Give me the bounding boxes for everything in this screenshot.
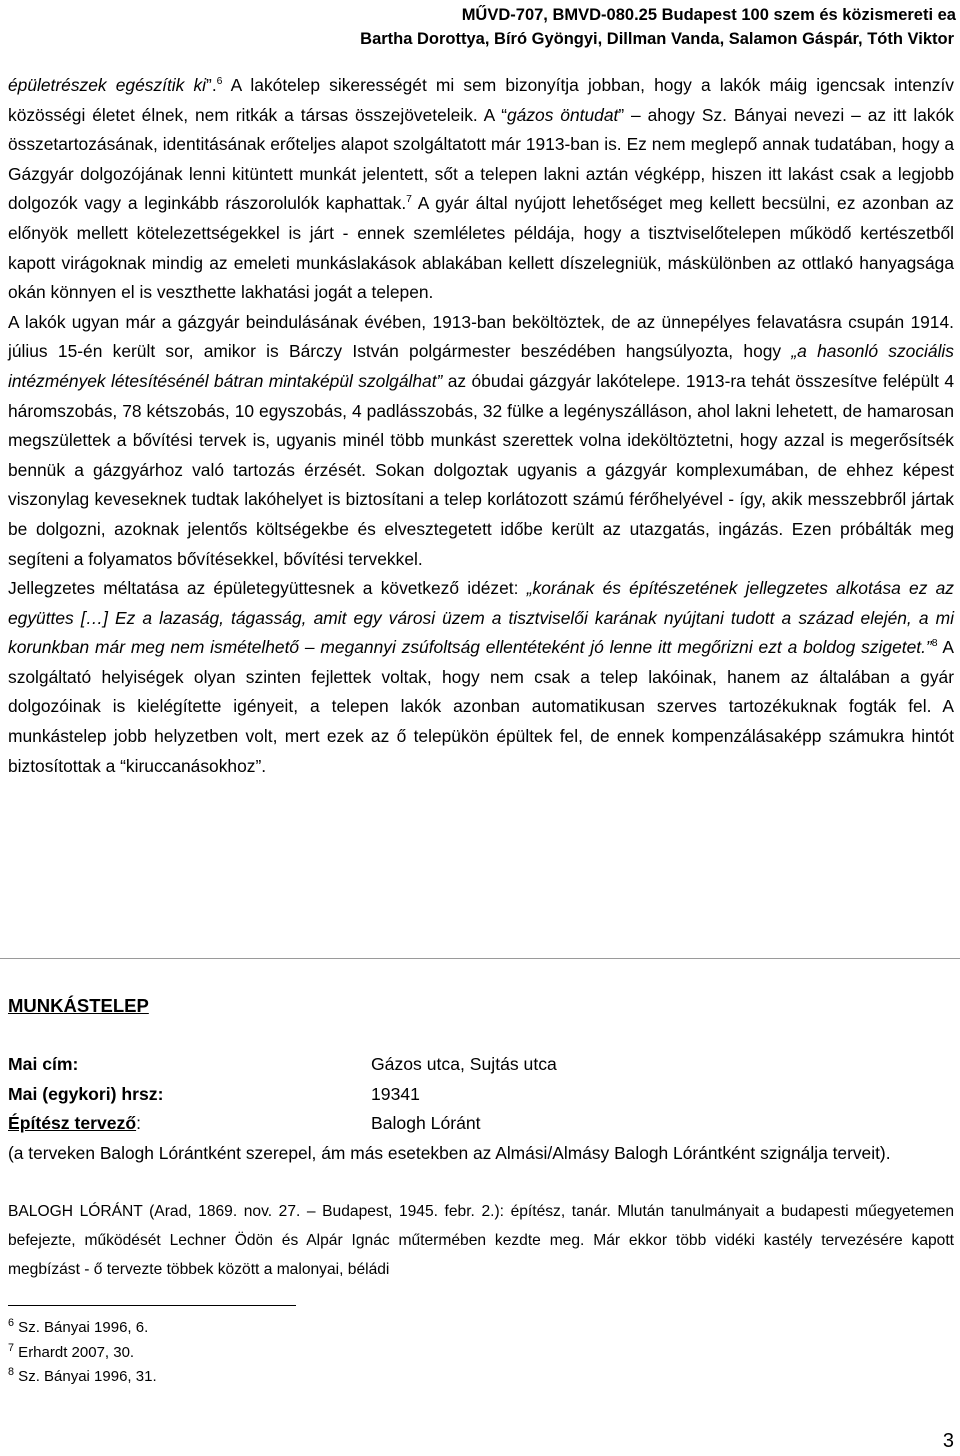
page-number: 3 xyxy=(942,1430,954,1452)
footnote-text: Sz. Bányai 1996, 6. xyxy=(14,1319,149,1336)
text-run: az óbudai gázgyár lakótelepe. 1913-ra tehát összesítve felépült 4 háromszobás, 78 kétszobás, 10 egyszobás, 4 padlásszobás, 32 fülke a legényszálláson, ahol lakni lehetett, de hamarosan megszülettek a bővítési tervek is, ugyanis minél több munkást szerettek volna ideköltöztetni, hogy azzal is megerősítsék bennük a gázgyárhoz való tartozás érzését. Sokan dolgoztak ugyanis a gázgyár komplexumában, de ehhez képest viszonylag keveseknek tudtak lakóhelyet is biztosítani a telep korlátozott számú férőhelyével - így, akik messzebbről jártak be dolgozni, azoknak jelentős költségekbe és elvesztegetett időbe került az utazgatás, ingázás. Ezen próbálták meg segíteni a folyamatos bővítésekkel, bővítési tervekkel. xyxy=(8,370,954,569)
text-run: A lakótelep sikerességét mi sem bizonyítja jobban, hogy a lakók máig igencsak intenzív közösségi életet élnek, nem ritkák a társas összejöveteleik. A “ xyxy=(8,75,954,125)
address-value: Gázos utca, Sujtás utca xyxy=(371,1054,557,1074)
building-details xyxy=(8,1050,954,1139)
footnote-number: 8 xyxy=(8,1366,15,1378)
text-run: A lakók ugyan már a gázgyár beindulásának évében, 1913-ban beköltöztek, de az ünnepélyes felavatásra csupán 1914. július 15-én került sor, amikor is Bárczy István polgármester beszédében hangsúlyozta, hogy xyxy=(8,311,954,362)
footnote-separator xyxy=(8,1305,296,1306)
footnote-number: 6 xyxy=(8,1317,15,1329)
architect-row xyxy=(8,1109,954,1139)
footnote-ref-7[interactable]: 7 xyxy=(406,194,412,206)
text-run: A gyár által nyújott lehetőséget meg kellett becsülni, ez azonban az előnyök mellett kötelezettségekkel is járt - ennek szemléletes példája, hogy a tisztviselőtelepen működő kertészetből kapott virágoknak mindig az emeleti munkáslakások ablakában kellett díszelegniük, máskülönben az ottlakó hanyagsága okán könnyen el is veszthette lakhatási jogát a telepen. xyxy=(8,193,954,303)
section-title: MUNKÁSTELEP xyxy=(8,995,149,1016)
address-label: Mai cím: xyxy=(8,1054,79,1074)
text-run: ” – ahogy Sz. Bányai nevezi – az itt lakók összetartozásának, identitásának erőteljes alapot szolgáltatott már 1913-ban is. Ez nem meglepő annak tudatában, hogy a Gázgyár dolgozójának lenni kitüntett munkát jelentett, sőt a telepen lakni aztán végképp, hiszen itt lakást csak a legjobb dolgozók vagy a leginkább rászorolulók kaphattak. xyxy=(8,104,954,214)
footnote-number: 7 xyxy=(8,1341,15,1354)
footnotes xyxy=(8,1316,157,1390)
quote-fragment: „korának és építészetének jellegzetes alkotása ez az együttes […] Ez a lazaság, tágasság, amit egy városi üzem a tisztviselői karának nyújtani tudott a század elején, a mi korunkban már meg nem ismételhető – megannyi zsúfoltság ellentéteként jó lenne itt megőrizni ezt a boldog szigetet.” xyxy=(8,578,954,658)
footnote-text: Sz. Bányai 1996, 31. xyxy=(14,1368,157,1385)
section-divider xyxy=(0,958,960,959)
footnote-6 xyxy=(8,1316,157,1341)
text-run: A szolgáltató helyiségek olyan szinten fejlettek voltak, hogy nem csak a telep lakóinak, hanem az általában a gyár dolgozóinak is kielégítette igényeit, a telepen lakók azonban automatikusan szerves tartozékuknak fogták fel. A munkástelep jobb helyzetben volt, mert ezek az ő telepükön épültek fel, de ennek kompenzálásaképp számukra hintót biztosítottak a “kiruccanásokhoz”. xyxy=(8,637,954,776)
architect-label-text: Építész tervező xyxy=(8,1113,137,1134)
body-text xyxy=(8,71,954,781)
footnote-8 xyxy=(8,1365,157,1390)
quote-fragment: gázos öntudat xyxy=(507,104,619,125)
architect-label-colon: : xyxy=(136,1113,141,1134)
hrsz-row xyxy=(8,1080,954,1110)
footnote-7 xyxy=(8,1341,157,1366)
header-course-line: MŰVD-707, BMVD-080.25 Budapest 100 szem és közismereti ea xyxy=(461,6,956,24)
architect-note: (a terveken Balogh Lórántként szerepel, ám más esetekben az Almási/Almásy Balogh Lórántként szignálja terveit). xyxy=(8,1143,891,1163)
quote-fragment: „a hasonló szociális intézmények létesítésénél bátran mintaképül szolgálhat” xyxy=(8,341,954,391)
header-authors-line: Bartha Dorottya, Bíró Gyöngyi, Dillman Vanda, Salamon Gáspár, Tóth Viktor xyxy=(360,30,954,48)
footnote-text: Erhardt 2007, 30. xyxy=(14,1343,135,1361)
paragraph-1 xyxy=(8,71,954,308)
hrsz-value: 19341 xyxy=(371,1083,420,1104)
address-row xyxy=(8,1050,954,1080)
hrsz-label: Mai (egykori) hrsz: xyxy=(8,1083,164,1104)
running-header xyxy=(360,3,956,51)
footnote-ref-6[interactable]: 6 xyxy=(216,76,223,88)
architect-value: Balogh Lóránt xyxy=(371,1113,481,1134)
architect-biography: BALOGH LÓRÁNT (Arad, 1869. nov. 27. – Budapest, 1945. febr. 2.): építész, tanár. Mlután tanulmányait a budapesti műegyetemen befejezte, működését Lechner Ödön és Alpár Ignác műtermében kezdte meg. Már ekkor több vidéki kastély tervezésére kapott megbízást - ő tervezte többek között a malonyai, béládi xyxy=(8,1203,954,1278)
text-run: Jellegzetes méltatása az épületegyüttesnek a következő idézet: xyxy=(8,578,527,599)
text-run: ”. xyxy=(206,75,217,95)
quote-fragment: épületrészek egészítik ki xyxy=(8,75,207,95)
architect-label xyxy=(8,1109,141,1139)
footnote-ref-8[interactable]: 8 xyxy=(931,638,938,650)
paragraph-2 xyxy=(8,308,954,574)
paragraph-3 xyxy=(8,574,954,781)
